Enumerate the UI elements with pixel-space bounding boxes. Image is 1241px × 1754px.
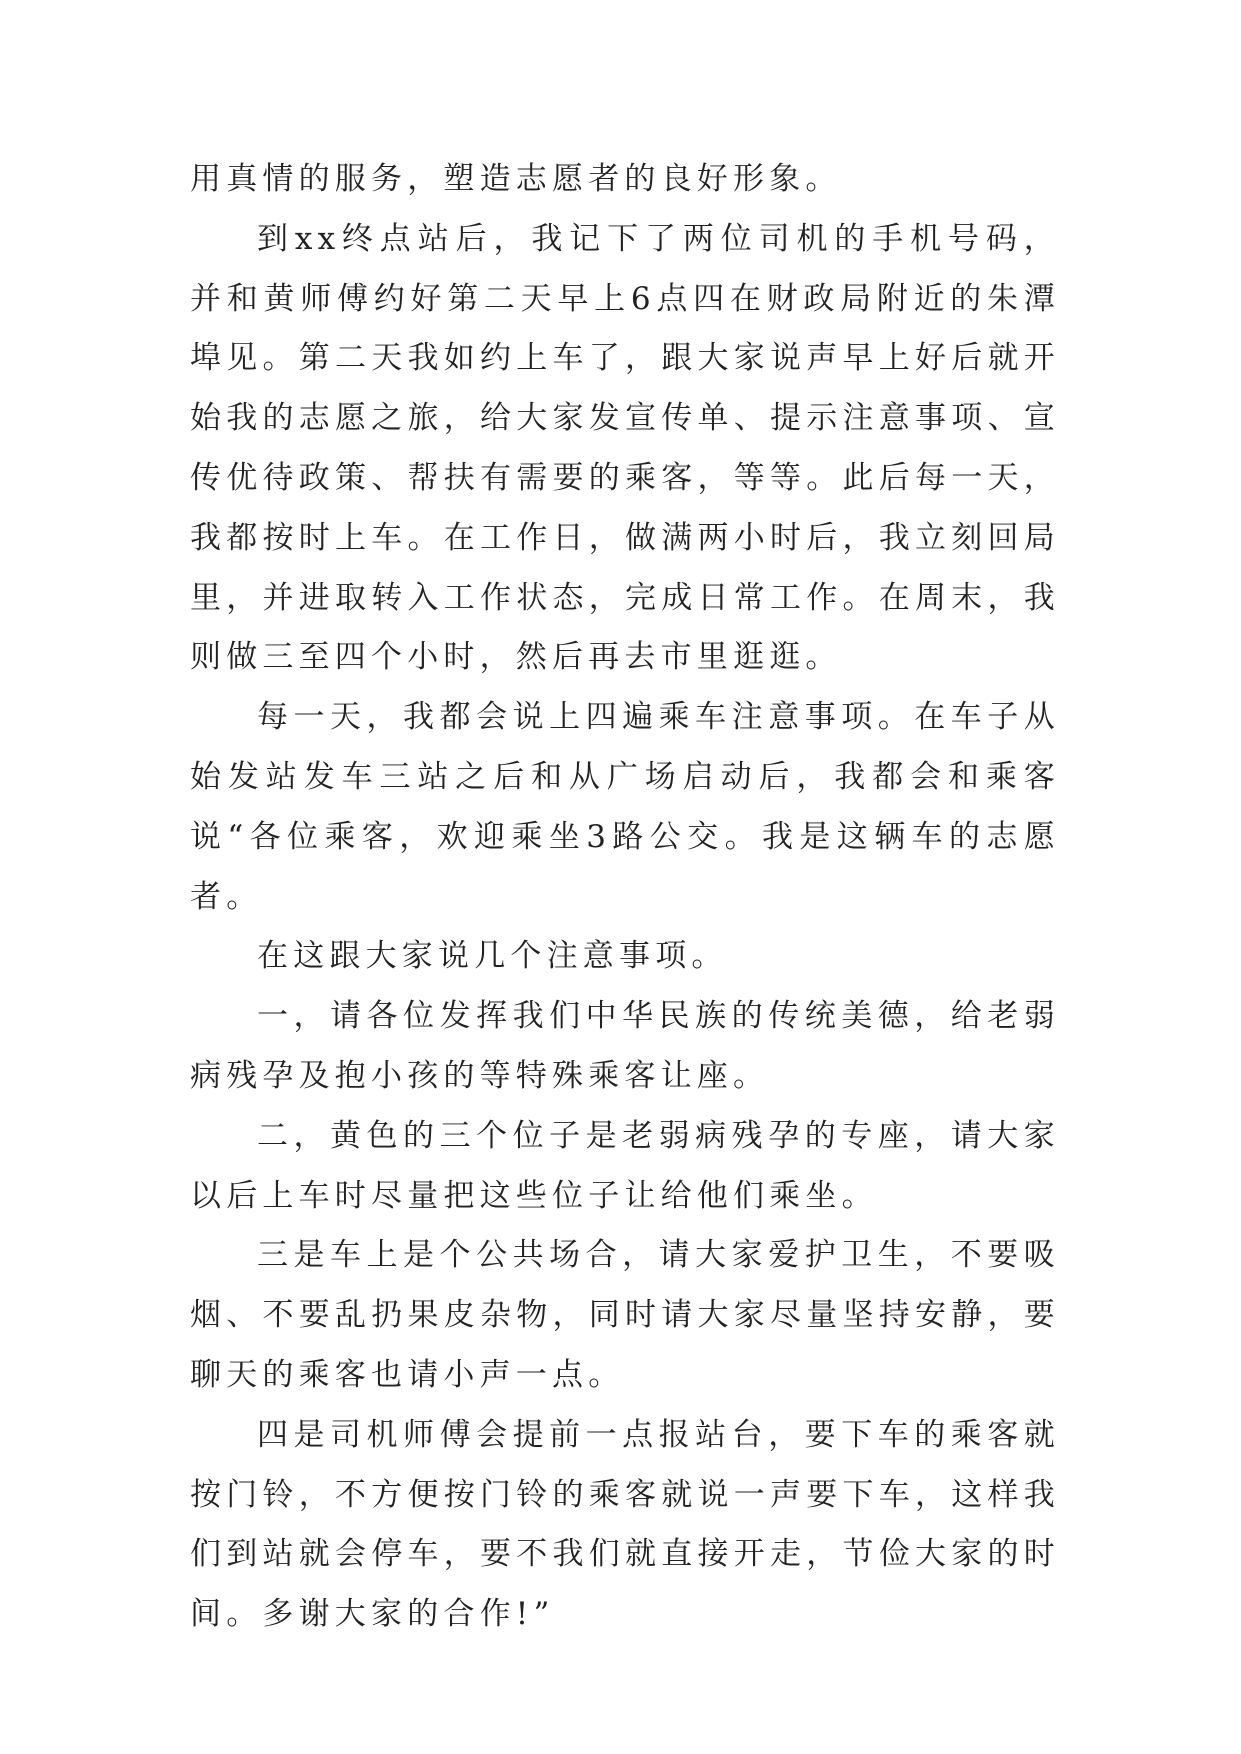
document-page: [190, 150, 1060, 1645]
paragraph-5: 一，请各位发挥我们中华民族的传统美德，给老弱病残孕及抱小孩的等特殊乘客让座。: [190, 998, 1060, 1094]
paragraph-6: 二，黄色的三个位子是老弱病残孕的专座，请大家以后上车时尽量把这些位子让给他们乘坐。: [190, 1117, 1060, 1214]
paragraph-7: 三是车上是个公共场合，请大家爱护卫生，不要吸烟、不要乱扔果皮杂物，同时请大家尽量坚持安静，要聊天的乘客也请小声一点。: [190, 1237, 1060, 1393]
paragraph-8: 四是司机师傅会提前一点报站台，要下车的乘客就按门铃，不方便按门铃的乘客就说一声要下车，这样我们到站就会停车，要不我们就直接开走，节俭大家的时间。多谢大家的合作!”: [190, 1416, 1060, 1633]
paragraph-2: 到xx终点站后，我记下了两位司机的手机号码，并和黄师傅约好第二天早上6点四在财政局附近的朱潭埠见。第二天我如约上车了，跟大家说声早上好后就开始我的志愿之旅，给大家发宣传单、提示注意事项、宣传优待政策、帮扶有需要的乘客，等等。此后每一天，我都按时上车。在工作日，做满两小时后，我立刻回局里，并进取转入工作状态，完成日常工作。在周末，我则做三至四个小时，然后再去市里逛逛。: [190, 220, 1060, 676]
paragraph-4: 在这跟大家说几个注意事项。: [257, 938, 728, 975]
paragraph-1: 用真情的服务，塑造志愿者的良好形象。: [190, 161, 842, 197]
paragraph-3: 每一天，我都会说上四遍乘车注意事项。在车子从始发站发车三站之后和从广场启动后，我都会和乘客说“各位乘客，欢迎乘坐3路公交。我是这辆车的志愿者。: [190, 699, 1060, 915]
